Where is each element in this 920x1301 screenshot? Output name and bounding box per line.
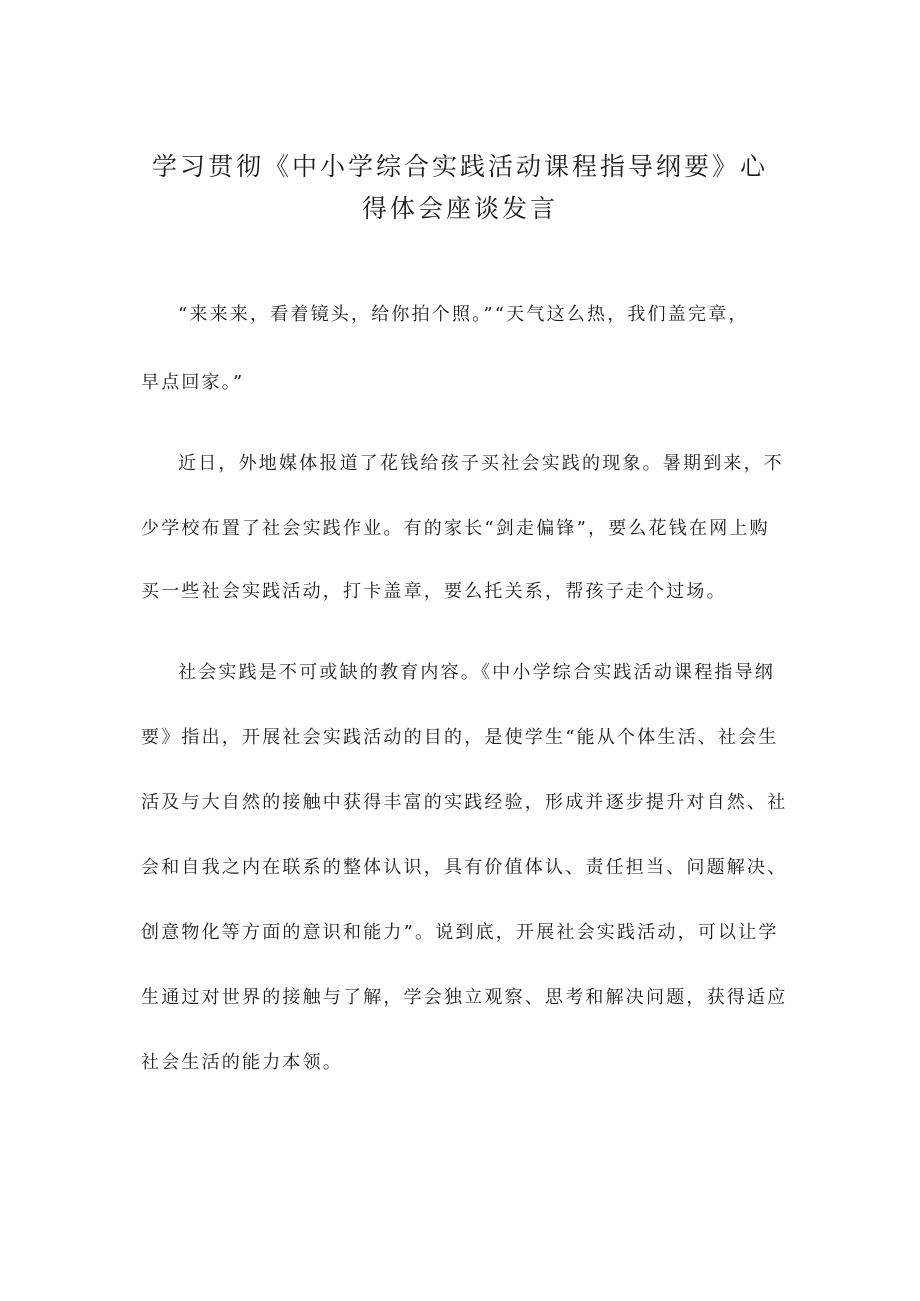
document-title-line-2: 得体会座谈发言 <box>361 194 558 223</box>
paragraph-3-line-2: 要》指出，开展社会实践活动的目的，是使学生“能从个体生活、社会生 <box>141 727 779 748</box>
paragraph-2-line-2: 少学校布置了社会实践作业。有的家长“剑走偏锋”，要么花钱在网上购 <box>141 518 770 539</box>
paragraph-2-line-3: 买一些社会实践活动，打卡盖章，要么托关系，帮孩子走个过场。 <box>141 581 727 602</box>
paragraph-1-line-1: “来来来，看着镜头，给你拍个照。”“天气这么热，我们盖完章， <box>178 304 749 325</box>
paragraph-3-line-5: 创意物化等方面的意识和能力”。说到底，开展社会实践活动，可以让学 <box>141 922 779 943</box>
paragraph-3-line-6: 生通过对世界的接触与了解，学会独立观察、思考和解决问题，获得适应 <box>141 987 788 1008</box>
document-title-line-1: 学习贯彻《中小学综合实践活动课程指导纲要》心 <box>151 152 768 181</box>
paragraph-3-line-1: 社会实践是不可或缺的教育内容。《中小学综合实践活动课程指导纲 <box>178 662 775 683</box>
paragraph-3-line-3: 活及与大自然的接触中获得丰富的实践经验，形成并逐步提升对自然、社 <box>141 792 788 813</box>
paragraph-3-line-4: 会和自我之内在联系的整体认识，具有价值体认、责任担当、问题解决、 <box>141 857 788 878</box>
paragraph-3-line-7: 社会生活的能力本领。 <box>141 1052 343 1073</box>
paragraph-2-line-1: 近日，外地媒体报道了花钱给孩子买社会实践的现象。暑期到来，不 <box>178 453 784 474</box>
paragraph-1-line-2: 早点回家。” <box>141 372 245 393</box>
